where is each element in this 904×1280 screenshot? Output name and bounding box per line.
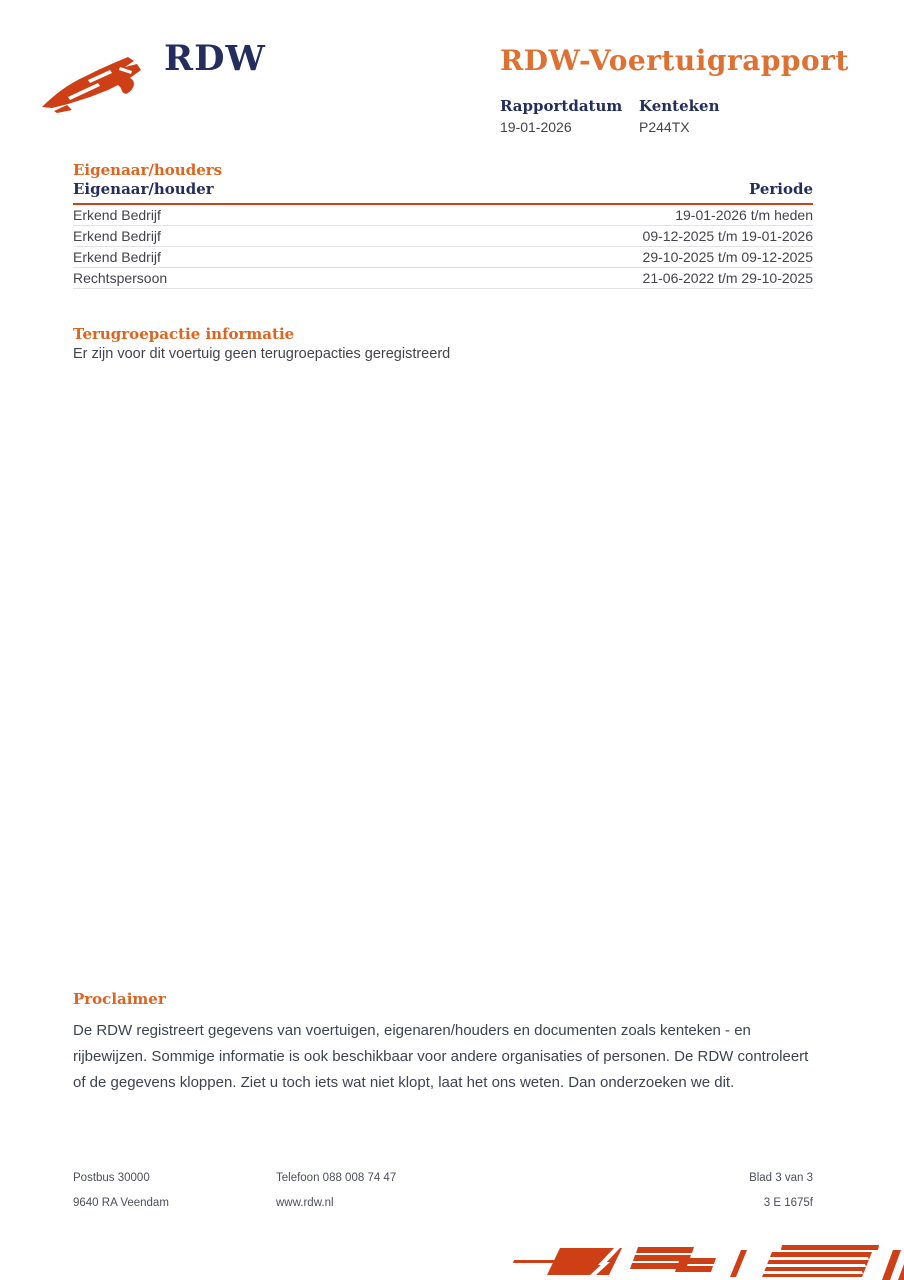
page-title: RDW-Voertuigrapport [500, 44, 849, 77]
footer-address-line1: Postbus 30000 [73, 1172, 150, 1184]
table-row [73, 247, 813, 268]
owners-section-heading: Eigenaar/houders [73, 161, 223, 179]
footer-page-indicator: Blad 3 van 3 [749, 1172, 813, 1184]
footer-website: www.rdw.nl [276, 1197, 334, 1209]
table-row [73, 268, 813, 289]
period-cell: 29-10-2025 t/m 09-12-2025 [642, 249, 813, 265]
rdw-logo-wordmark: RDW [164, 38, 266, 79]
period-cell: 21-06-2022 t/m 29-10-2025 [642, 270, 813, 286]
proclaimer-heading: Proclaimer [73, 990, 166, 1008]
owner-cell: Erkend Bedrijf [73, 207, 161, 223]
period-cell: 19-01-2026 t/m heden [675, 207, 813, 223]
period-cell: 09-12-2025 t/m 19-01-2026 [642, 228, 813, 244]
proclaimer-text: De RDW registreert gegevens van voertuigen, eigenaren/houders en documenten zoals kenteken - en rijbewijzen. Sommige informatie is ook beschikbaar voor andere organisaties of personen. De RDW controleert of de gegevens kloppen. Ziet u toch iets wat niet klopt, laat het ons weten. Dan onderzoeken we dit. [73, 1022, 809, 1091]
table-row [73, 205, 813, 226]
table-row [73, 226, 813, 247]
owners-table [73, 180, 813, 289]
rdw-stripes-graphic-icon [500, 1237, 904, 1280]
footer-form-code: 3 E 1675f [763, 1197, 813, 1209]
license-plate-label: Kenteken [639, 97, 720, 115]
owners-table-header [73, 180, 813, 205]
owners-col-header-period: Periode [748, 180, 813, 198]
recall-section-heading: Terugroepactie informatie [73, 325, 295, 343]
owner-cell: Erkend Bedrijf [73, 228, 161, 244]
recall-status-text: Er zijn voor dit voertuig geen terugroepacties geregistreerd [73, 346, 451, 362]
owner-cell: Erkend Bedrijf [73, 249, 161, 265]
owners-col-header-owner: Eigenaar/houder [73, 180, 214, 198]
footer-address-line2: 9640 RA Veendam [73, 1197, 169, 1209]
report-date-label: Rapportdatum [500, 97, 623, 115]
rdw-feather-logo-icon [40, 55, 146, 113]
owner-cell: Rechtspersoon [73, 270, 168, 286]
report-date-value: 19-01-2026 [500, 119, 572, 135]
license-plate-value: P244TX [639, 119, 690, 135]
footer-phone: Telefoon 088 008 74 47 [276, 1172, 397, 1184]
